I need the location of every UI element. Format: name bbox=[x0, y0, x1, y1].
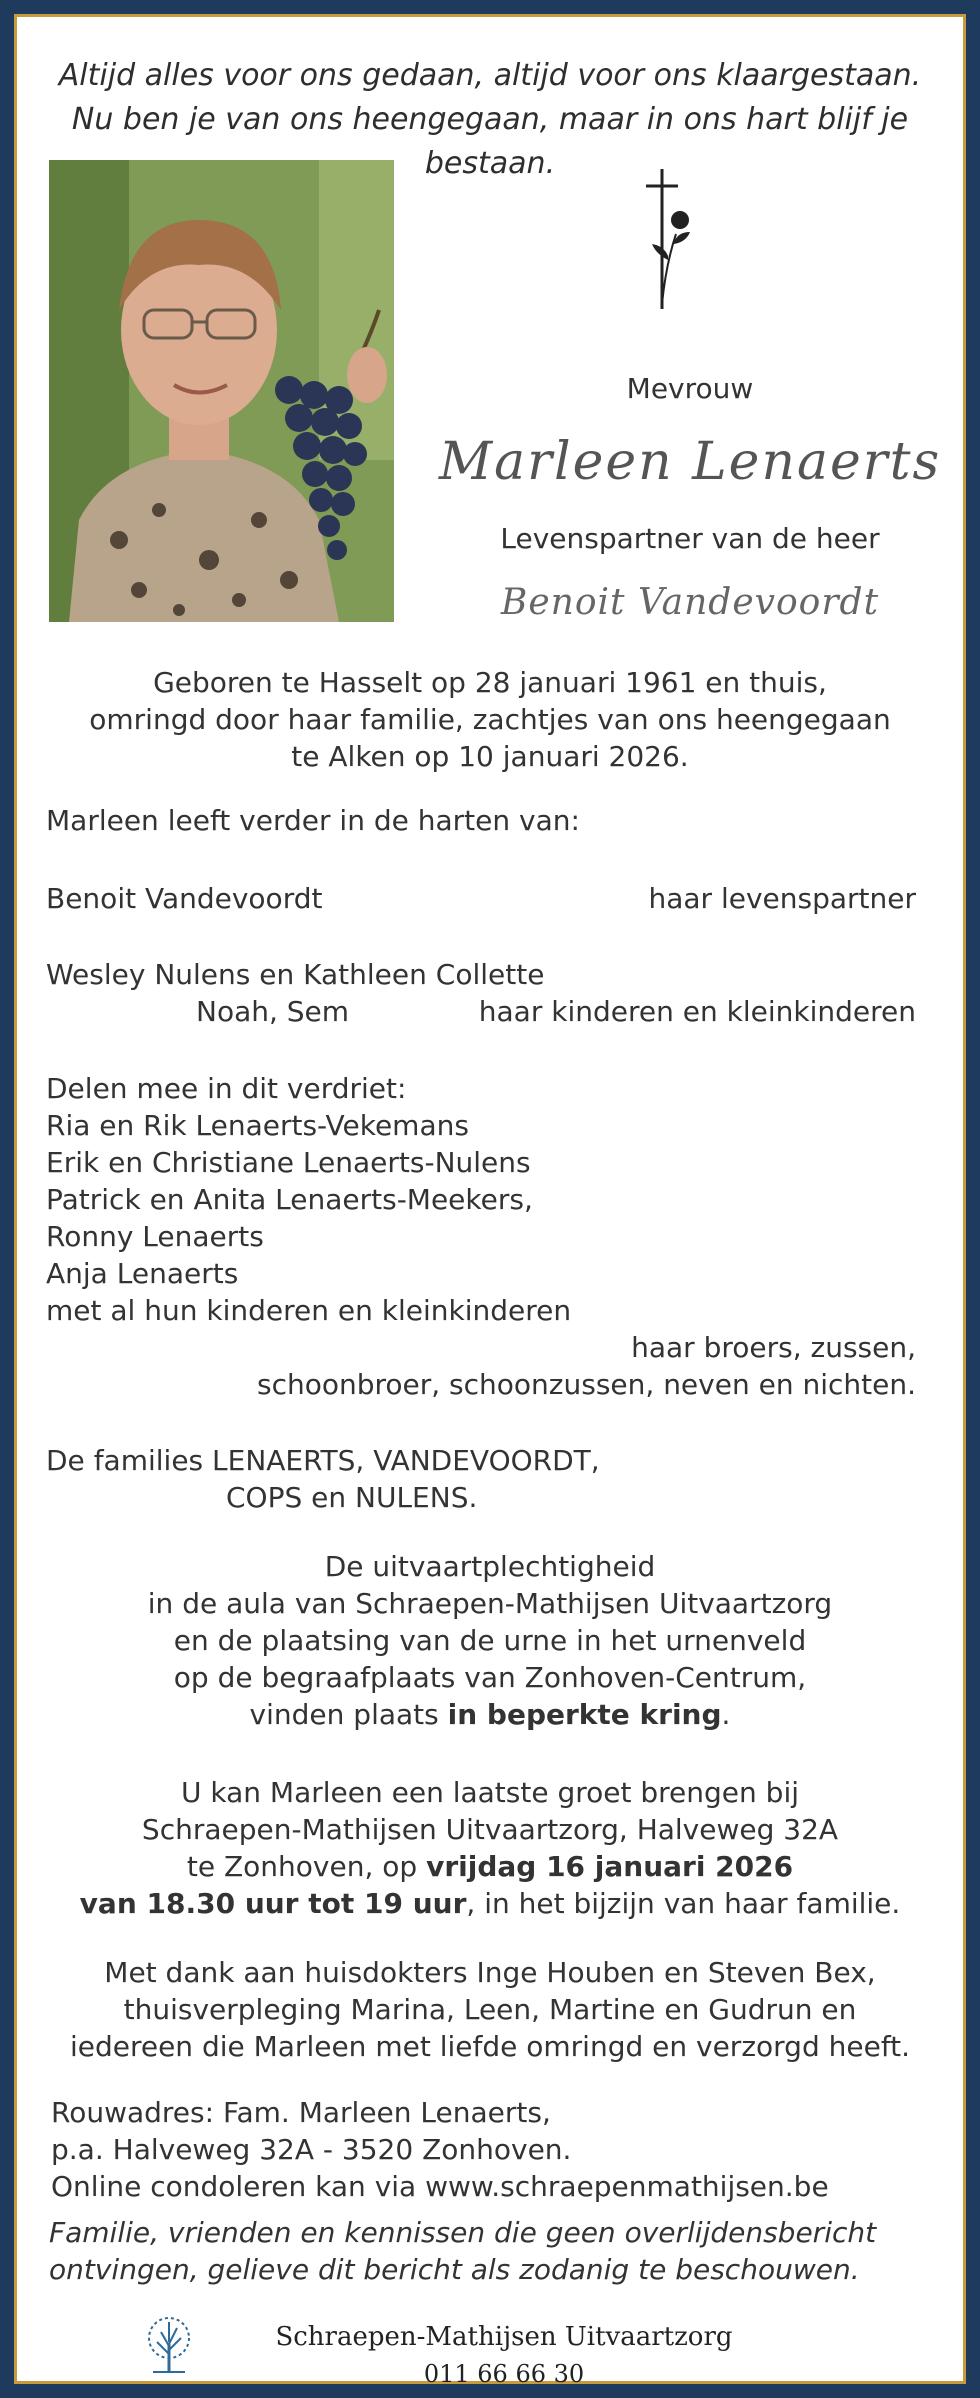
grandchildren-names: Noah, Sem bbox=[196, 995, 350, 1028]
share-intro: Delen mee in dit verdriet: bbox=[46, 1072, 407, 1105]
funeral-company: Schraepen-Mathijsen Uitvaartzorg bbox=[275, 2322, 733, 2352]
notice-note bbox=[49, 2214, 949, 2288]
sibling-3: Patrick en Anita Lenaerts-Meekers, bbox=[46, 1183, 533, 1216]
birth-line-2: omringd door haar familie, zachtjes van ons heengegaan bbox=[89, 703, 891, 736]
visit-line-3: te Zonhoven, op vrijdag 16 januari 2026 bbox=[186, 1850, 794, 1883]
visit-block bbox=[14, 1774, 966, 1922]
survivor-partner-name: Benoit Vandevoordt bbox=[46, 882, 323, 915]
sibling-4: Ronny Lenaerts bbox=[46, 1220, 264, 1253]
thanks-line-1: Met dank aan huisdokters Inge Houben en Steven Bex, bbox=[104, 1956, 876, 1989]
partner-name: Benoit Vandevoordt bbox=[500, 582, 880, 623]
funeral-phone[interactable]: 011 66 66 30 bbox=[423, 2360, 585, 2384]
birth-line-3: te Alken op 10 januari 2026. bbox=[291, 740, 689, 773]
children-role: haar kinderen en kleinkinderen bbox=[478, 995, 916, 1028]
partner-row bbox=[46, 880, 946, 917]
motto-line-2: Nu ben je van ons heengegaan, maar in ons hart blijf je bestaan. bbox=[71, 102, 909, 181]
ceremony-line-5: vinden plaats in beperkte kring. bbox=[249, 1698, 731, 1731]
partner-label: Levenspartner van de heer bbox=[500, 522, 880, 555]
address-line-1: Rouwadres: Fam. Marleen Lenaerts, bbox=[51, 2096, 551, 2129]
sibling-1: Ria en Rik Lenaerts-Vekemans bbox=[46, 1109, 469, 1142]
sibling-6: met al hun kinderen en kleinkinderen bbox=[46, 1294, 572, 1327]
siblings-role-1: haar broers, zussen, bbox=[631, 1331, 916, 1364]
families-block bbox=[46, 1442, 946, 1516]
cross-with-rose-icon bbox=[632, 164, 702, 314]
address-block bbox=[51, 2094, 951, 2205]
deceased-name: Marleen Lenaerts bbox=[438, 432, 942, 492]
birth-line-1: Geboren te Hasselt op 28 januari 1961 en thuis, bbox=[153, 666, 827, 699]
ceremony-line-3: en de plaatsing van de urne in het urnenveld bbox=[173, 1624, 807, 1657]
siblings-block bbox=[46, 1070, 946, 1403]
ceremony-block bbox=[14, 1548, 966, 1733]
visit-line-2: Schraepen-Mathijsen Uitvaartzorg, Halveweg 32A bbox=[141, 1813, 839, 1846]
motto-line-1: Altijd alles voor ons gedaan, altijd voor ons klaargestaan. bbox=[58, 58, 922, 93]
ceremony-line-4: op de begraafplaats van Zonhoven-Centrum, bbox=[173, 1661, 807, 1694]
visit-line-1: U kan Marleen een laatste groet brengen bij bbox=[180, 1776, 800, 1809]
online-condolence-link[interactable]: Online condoleren kan via www.schraepenmathijsen.be bbox=[51, 2170, 829, 2203]
note-line-1: Familie, vrienden en kennissen die geen overlijdensbericht bbox=[49, 2216, 877, 2249]
ceremony-line-1: De uitvaartplechtigheid bbox=[324, 1550, 656, 1583]
thanks-line-3: iedereen die Marleen met liefde omringd en verzorgd heeft. bbox=[69, 2030, 911, 2063]
survivor-partner-role: haar levenspartner bbox=[648, 882, 916, 915]
birth-info bbox=[14, 664, 966, 775]
tree-logo-icon bbox=[139, 2314, 199, 2374]
portrait-illustration bbox=[49, 160, 394, 622]
sibling-2: Erik en Christiane Lenaerts-Nulens bbox=[46, 1146, 531, 1179]
survivors-intro: Marleen leeft verder in de harten van: bbox=[46, 804, 580, 837]
thanks-line-2: thuisverpleging Marina, Leen, Martine en Gudrun en bbox=[123, 1993, 857, 2026]
sibling-5: Anja Lenaerts bbox=[46, 1257, 239, 1290]
title: Mevrouw bbox=[626, 372, 754, 405]
note-line-2: ontvingen, gelieve dit bericht als zodanig te beschouwen. bbox=[49, 2253, 860, 2286]
obituary-card bbox=[14, 14, 966, 2384]
thanks-block bbox=[14, 1954, 966, 2065]
children-line-1: Wesley Nulens en Kathleen Collette bbox=[46, 958, 545, 991]
children-block bbox=[46, 956, 946, 1030]
families-line-2: COPS en NULENS. bbox=[226, 1481, 478, 1514]
address-line-2: p.a. Halveweg 32A - 3520 Zonhoven. bbox=[51, 2133, 572, 2166]
portrait-photo bbox=[49, 160, 394, 622]
ceremony-line-2: in de aula van Schraepen-Mathijsen Uitvaartzorg bbox=[147, 1587, 833, 1620]
visit-line-4: van 18.30 uur tot 19 uur, in het bijzijn van haar familie. bbox=[79, 1887, 901, 1920]
families-line-1: De families LENAERTS, VANDEVOORDT, bbox=[46, 1444, 600, 1477]
siblings-role-2: schoonbroer, schoonzussen, neven en nichten. bbox=[256, 1368, 916, 1401]
